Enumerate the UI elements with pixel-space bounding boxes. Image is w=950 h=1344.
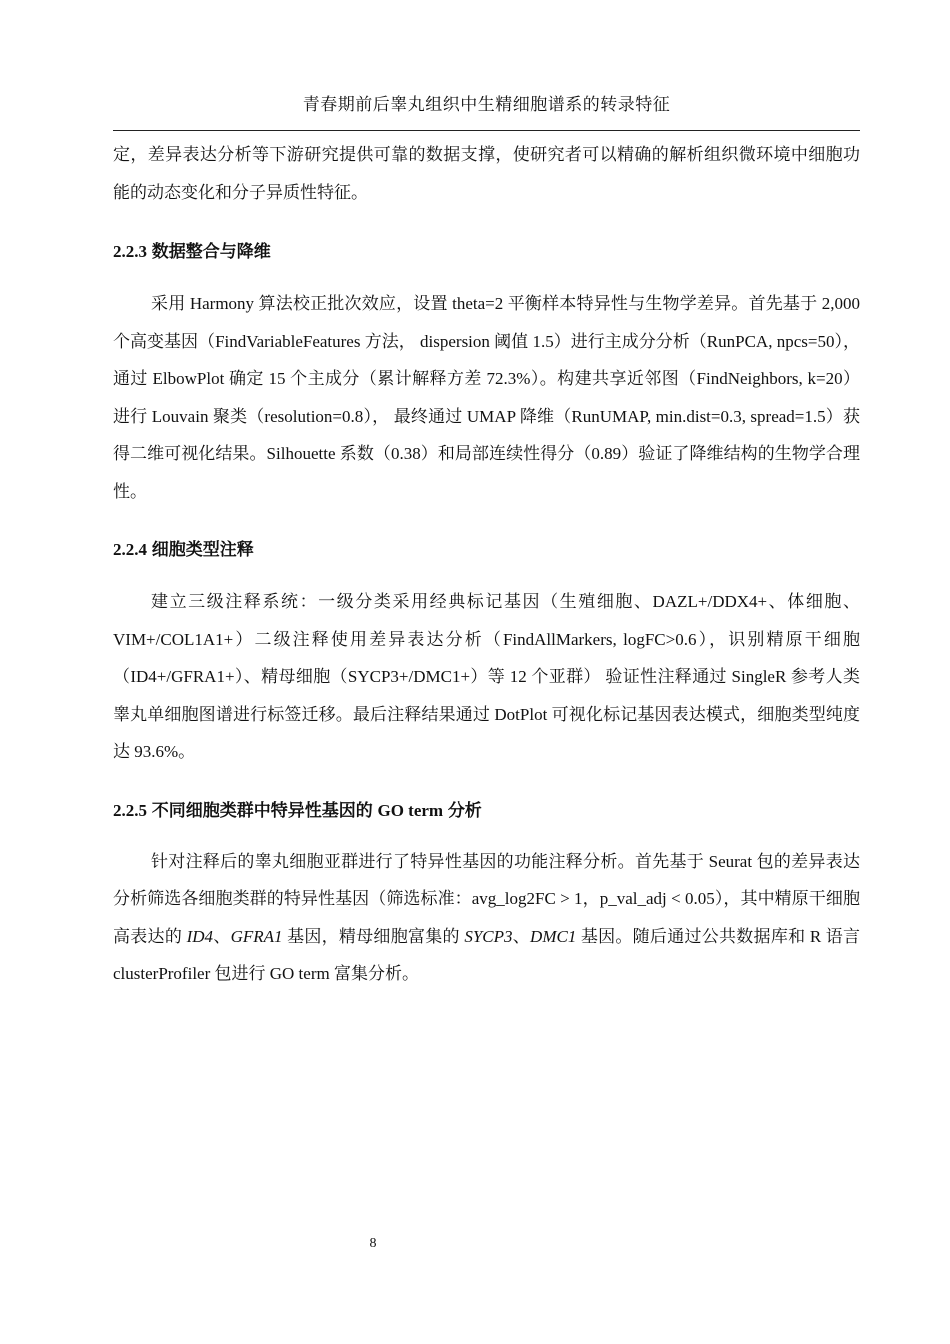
section-heading-2-2-5 bbox=[113, 799, 860, 823]
section-number: 2.2.4 bbox=[113, 540, 147, 559]
paragraph-text: 针对注释后的睾丸细胞亚群进行了特异性基因的功能注释分析。首先基于 Seurat 包的差异表达分析筛选各细胞类群的特异性基因（筛选标准：avg_log2FC > 1，p_val_adj < 0.05），其中精原干细胞高表达的 bbox=[113, 851, 860, 946]
section-title-latin: GO term bbox=[377, 800, 444, 820]
gene-name: ID4 bbox=[186, 926, 214, 946]
paragraph-text: 基因。随后通过公共数据库和 R 语言 clusterProfiler 包进行 GO term 富集分析。 bbox=[113, 926, 861, 983]
section-heading-2-2-4 bbox=[113, 538, 860, 562]
section-2-2-3-paragraph: 采用 Harmony 算法校正批次效应，设置 theta=2 平衡样本特异性与生物学差异。首先基于 2,000 个高变基因（FindVariableFeatures 方法， dispersion 阈值 1.5）进行主成分分析（RunPCA, npcs=50），通过 ElbowPlot 确定 15 个主成分（累计解释方差 72.3%）。构建共享近邻图（FindNeighbors, k=20）进行 Louvain 聚类（resolution=0.8）， 最终通过 UMAP 降维（RunUMAP, min.dist=0.3, spread=1.5）获得二维可视化结果。Silhouette 系数（0.38）和局部连续性得分（0.89）验证了降维结构的生物学合理性。 bbox=[113, 294, 860, 501]
header-divider bbox=[113, 130, 860, 131]
section-number: 2.2.5 bbox=[113, 800, 147, 820]
section-title: 数据整合与降维 bbox=[151, 242, 271, 261]
section-heading-2-2-3 bbox=[113, 240, 860, 264]
gene-name: DMC1 bbox=[530, 926, 577, 946]
gene-name: GFRA1 bbox=[230, 926, 283, 946]
gene-name: SYCP3 bbox=[464, 926, 513, 946]
paragraph-text: 基因，精母细胞富集的 bbox=[282, 926, 465, 946]
running-header-title: 青春期前后睾丸组织中生精细胞谱系的转录特征 bbox=[302, 95, 671, 114]
section-number: 2.2.3 bbox=[113, 242, 147, 261]
section-title-part2: 分析 bbox=[447, 800, 482, 820]
section-title: 细胞类型注释 bbox=[151, 540, 254, 559]
section-2-2-4-paragraph: 建立三级注释系统：一级分类采用经典标记基因（生殖细胞、DAZL+/DDX4+、体细胞、VIM+/COL1A1+）二级注释使用差异表达分析（FindAllMarkers, logFC>0.6），识别精原干细胞（ID4+/GFRA1+）、精母细胞（SYCP3+/DMC1+）等 12 个亚群） 验证性注释通过 SingleR 参考人类睾丸单细胞图谱进行标签迁移。最后注释结果通过 DotPlot 可视化标记基因表达模式，细胞类型纯度达 93.6%。 bbox=[113, 592, 860, 761]
continued-paragraph: 定，差异表达分析等下游研究提供可靠的数据支撑，使研究者可以精确的解析组织微环境中细胞功能的动态变化和分子异质性特征。 bbox=[113, 145, 860, 202]
section-title-part1: 不同细胞类群中特异性基因的 bbox=[151, 800, 373, 820]
section-2-2-5-paragraph bbox=[113, 843, 860, 993]
page-body bbox=[113, 136, 860, 993]
separator: 、 bbox=[213, 926, 231, 946]
page-number: 8 bbox=[369, 1236, 377, 1251]
separator: 、 bbox=[512, 926, 531, 946]
